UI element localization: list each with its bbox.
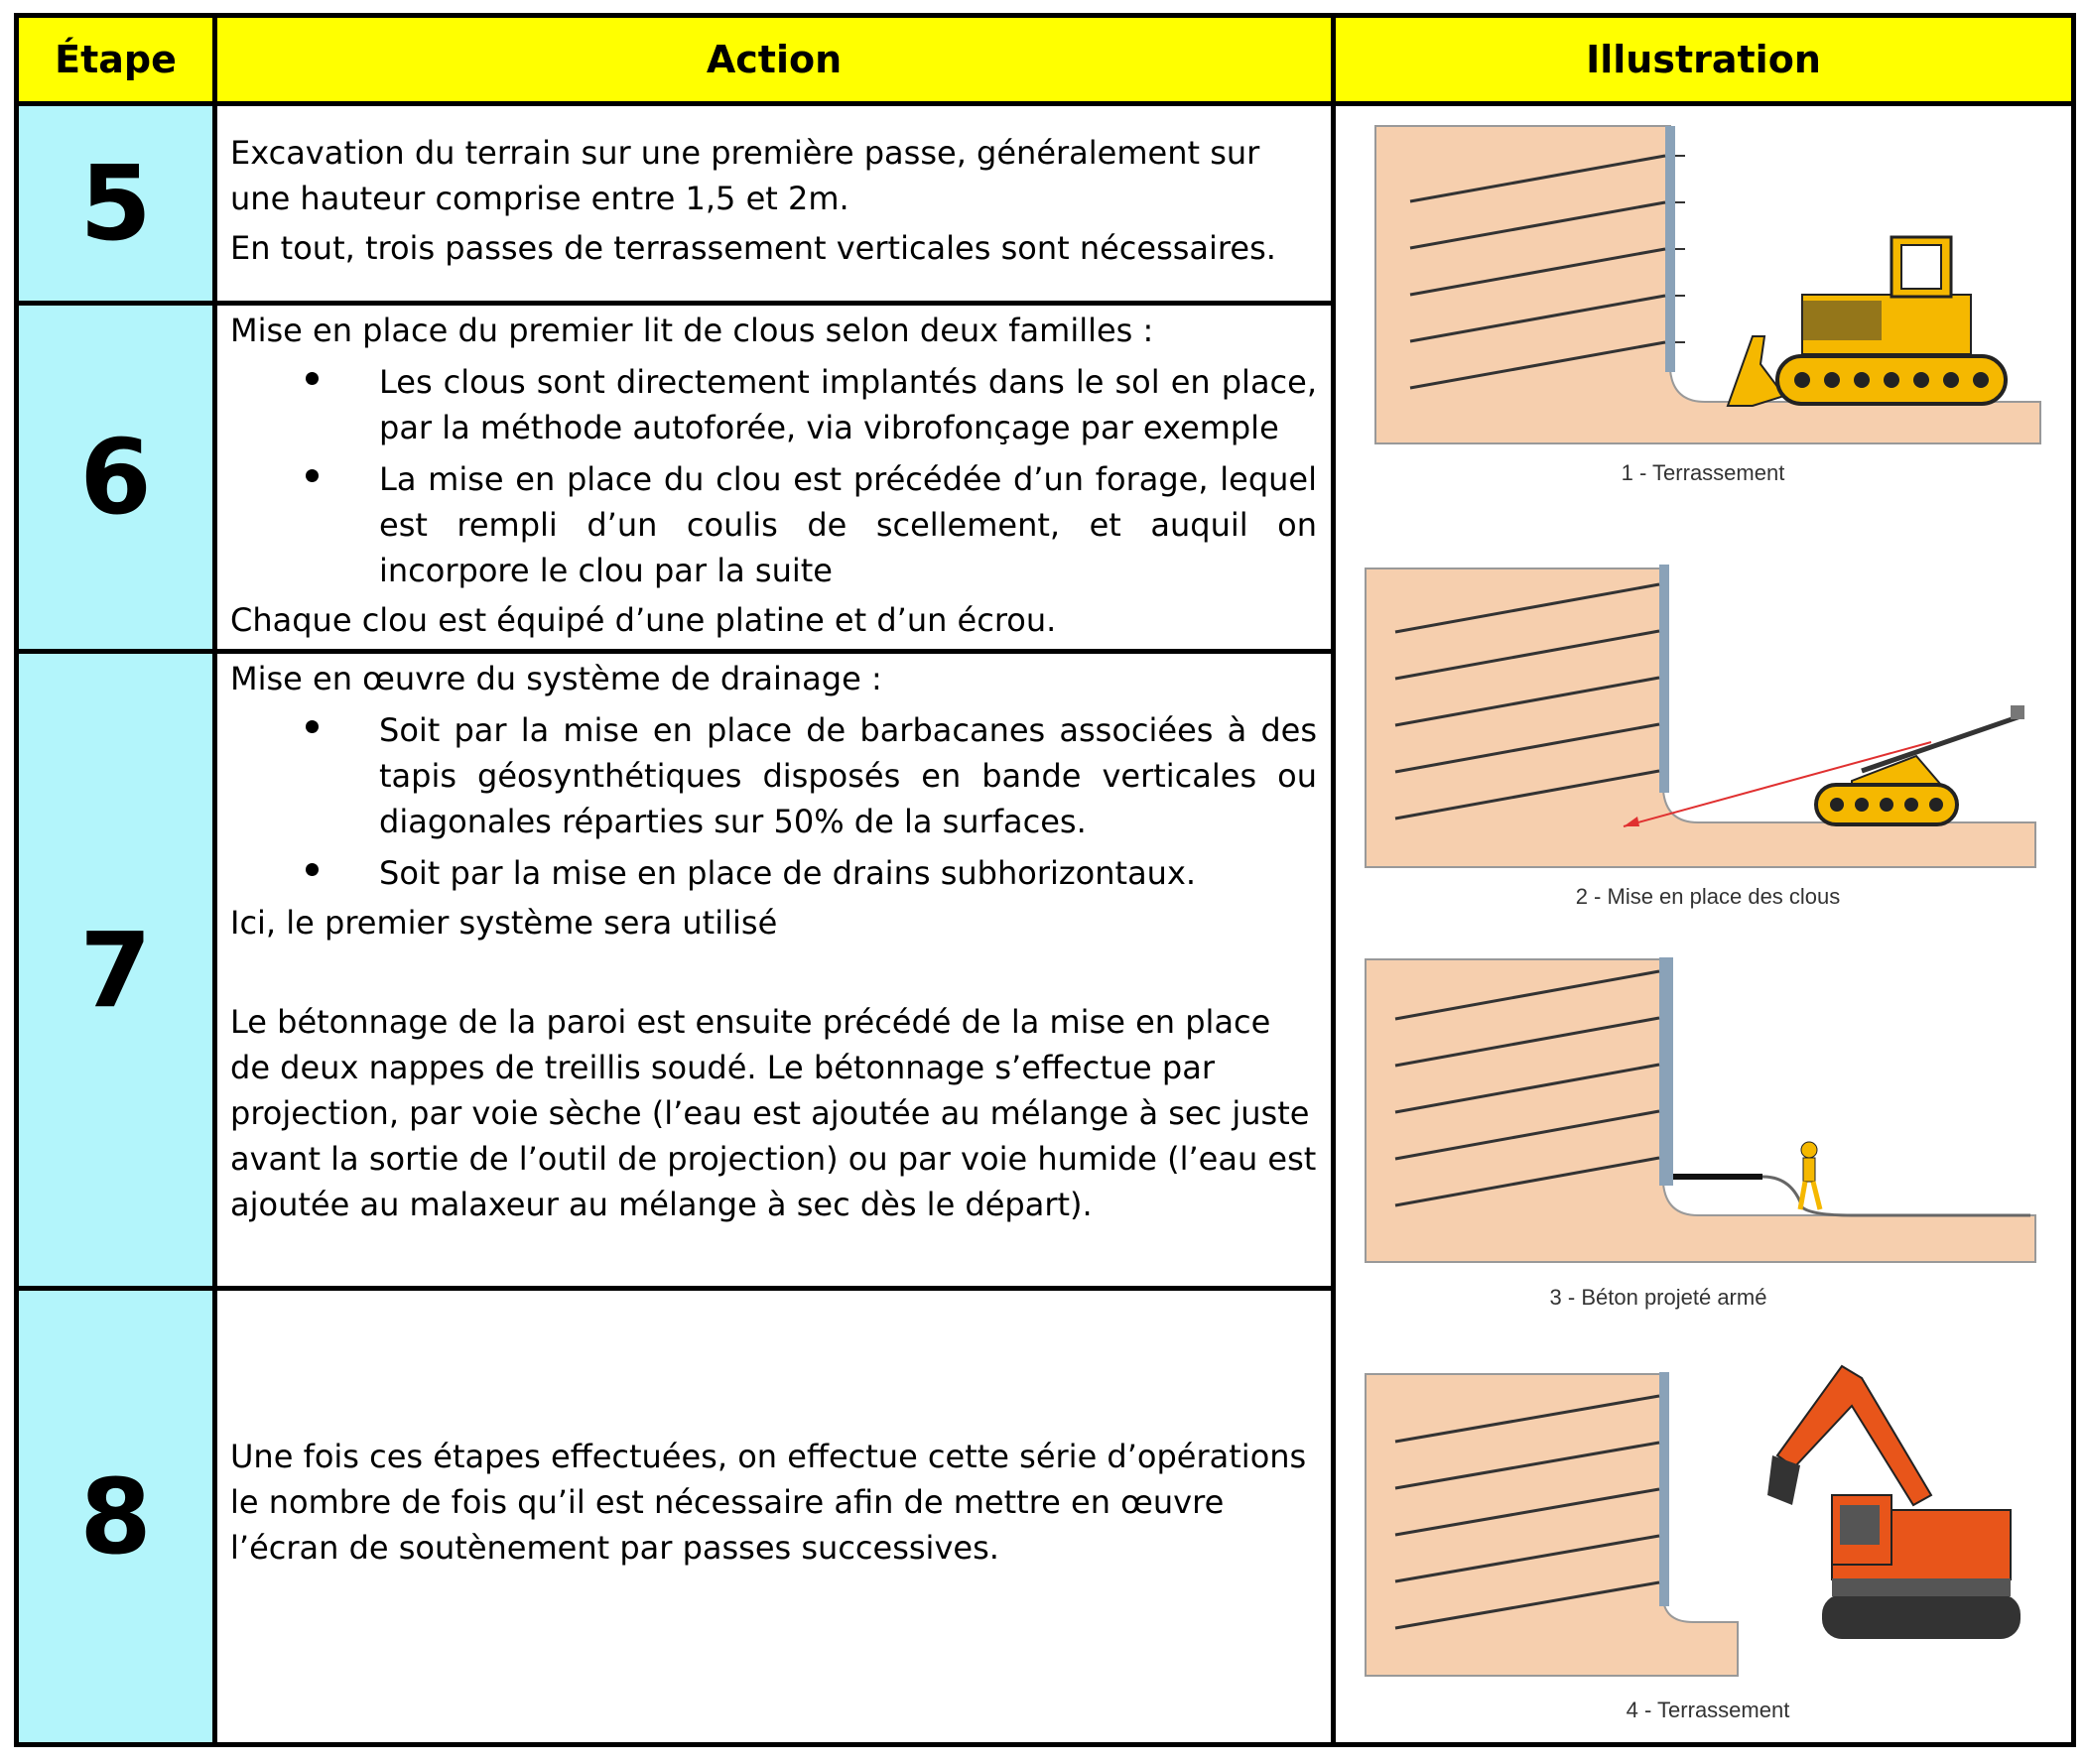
- bullet-text: La mise en place du clou est précédée d’un forage, lequel est rempli d’un coulis de scellement, et auquil on incorpore le clou par la suite: [379, 460, 1317, 589]
- divider: [19, 1286, 1336, 1291]
- step-number: 8: [79, 1455, 152, 1577]
- illustration-terrassement-2: [1366, 1366, 2021, 1676]
- excavator-icon: [1767, 1366, 2021, 1639]
- illustration-terrassement-1: [1375, 126, 2040, 443]
- illustration-clous: [1366, 565, 2035, 867]
- bullet-icon: [306, 469, 319, 482]
- action-6-intro: Mise en place du premier lit de clous selon deux familles :: [230, 312, 1154, 349]
- action-5: [230, 130, 1317, 271]
- header-illustration: [1336, 18, 2071, 101]
- bullet-text: Les clous sont directement implantés dans le sol en place, par la méthode autoforée, via vibrofonçage par exemple: [379, 363, 1317, 446]
- action-7-bullet: [230, 707, 1317, 844]
- header-etape-label: Étape: [55, 38, 177, 81]
- header-action: [217, 18, 1331, 101]
- illustration-caption: 3 - Béton projeté armé: [1549, 1285, 1767, 1310]
- action-8-text: Une fois ces étapes effectuées, on effectue cette série d’opérations le nombre de fois qu’il est nécessaire afin de mettre en œuvre l’écran de soutènement par passes successives.: [230, 1438, 1307, 1567]
- step-6: [19, 306, 212, 649]
- action-7-paragraph: Le bétonnage de la paroi est ensuite précédé de la mise en place de deux nappes de treillis soudé. Le bétonnage s’effectue par projection, par voie sèche (l’eau est ajoutée au mélange à sec juste avant la sortie de l’outil de projection) ou par voie humide (l’eau est ajoutée au malaxeur au mélange à sec dès le départ).: [230, 1003, 1317, 1223]
- action-7-bullet: [230, 850, 1317, 896]
- illustration-panel: [1336, 106, 2071, 1742]
- header-illustration-label: Illustration: [1586, 38, 1821, 81]
- step-5: [19, 106, 212, 301]
- illustration-caption: 2 - Mise en place des clous: [1575, 884, 1841, 909]
- action-6-bullet: [230, 359, 1317, 450]
- divider: [212, 18, 217, 1742]
- action-6-bullet: [230, 456, 1317, 593]
- bullet-icon: [306, 720, 319, 733]
- drilling-rig-icon: [1816, 756, 1957, 824]
- step-number: 6: [79, 417, 152, 538]
- action-7: [230, 656, 1317, 1227]
- bullet-text: Soit par la mise en place de barbacanes associées à des tapis géosynthétiques disposés en bande verticales ou diagonales réparties sur 50% de la surfaces.: [379, 711, 1317, 840]
- step-7: [19, 654, 212, 1286]
- steps-table: [14, 13, 2076, 1747]
- header-action-label: Action: [706, 38, 843, 81]
- illustration-caption: 4 - Terrassement: [1626, 1698, 1790, 1722]
- bulldozer-icon: [1728, 237, 2006, 406]
- action-5-line: En tout, trois passes de terrassement verticales sont nécessaires.: [230, 229, 1276, 267]
- action-6: [230, 308, 1317, 643]
- divider: [19, 301, 1336, 306]
- bullet-icon: [306, 863, 319, 876]
- step-number: 7: [79, 909, 152, 1031]
- action-7-note: Ici, le premier système sera utilisé: [230, 904, 778, 942]
- step-number: 5: [79, 143, 152, 264]
- action-5-line: Excavation du terrain sur une première passe, généralement sur une hauteur comprise entre 1,5 et 2m.: [230, 134, 1260, 217]
- action-8: [230, 1434, 1317, 1571]
- illustration-beton: [1366, 957, 2035, 1262]
- action-6-outro: Chaque clou est équipé d’une platine et d’un écrou.: [230, 601, 1057, 639]
- illustration-caption: 1 - Terrassement: [1621, 460, 1785, 485]
- worker-icon: [1800, 1142, 1820, 1209]
- bullet-icon: [306, 372, 319, 385]
- action-7-intro: Mise en œuvre du système de drainage :: [230, 660, 882, 697]
- step-8: [19, 1291, 212, 1742]
- bullet-text: Soit par la mise en place de drains subhorizontaux.: [379, 854, 1197, 892]
- divider: [19, 649, 1336, 654]
- header-etape: [19, 18, 212, 101]
